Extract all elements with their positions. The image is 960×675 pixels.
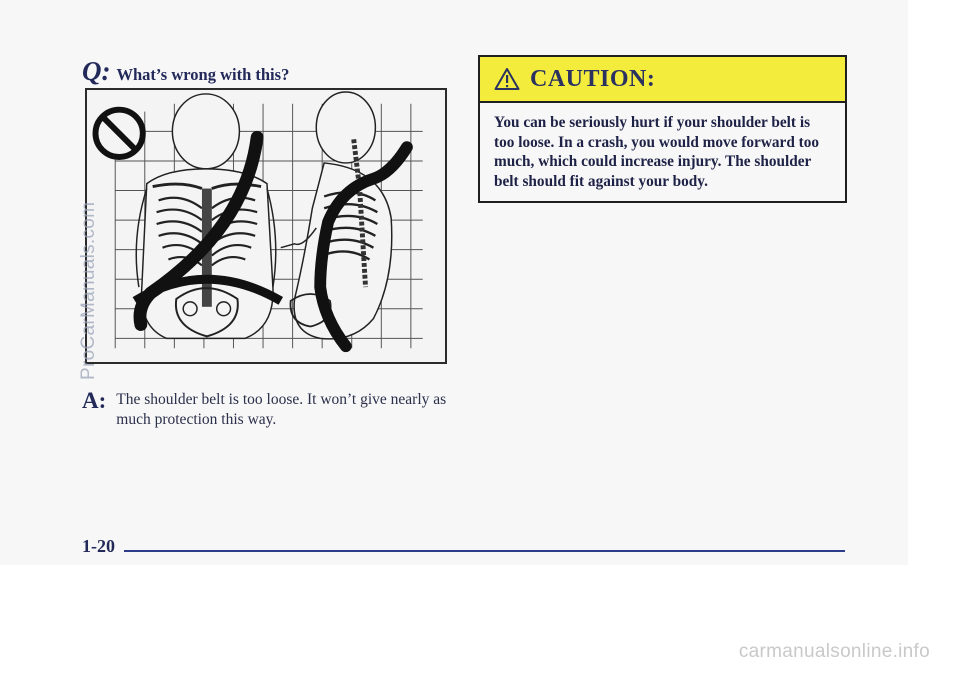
seatbelt-drawing (87, 90, 445, 362)
caution-body: You can be seriously hurt if your shoulder belt is too loose. In a crash, you would move forward too much, which could increase injury. The shoulder belt should fit against your body. (494, 114, 820, 190)
page-number: 1-20 (82, 536, 115, 556)
caution-box (478, 55, 847, 203)
prohibited-icon (96, 110, 143, 157)
seatbelt-illustration (85, 88, 447, 364)
caution-title: CAUTION: (530, 65, 656, 92)
answer-text: The shoulder belt is too loose. It won’t give nearly as much protection this way. (116, 391, 447, 428)
front-skeleton (136, 94, 276, 338)
question (82, 56, 289, 87)
side-watermark: ProCarManuals.com (78, 201, 99, 380)
warning-triangle-icon (494, 67, 520, 91)
question-mark: Q: (82, 56, 111, 86)
question-text: What’s wrong with this? (116, 65, 290, 84)
answer (82, 390, 456, 430)
caution-header (480, 57, 845, 103)
answer-mark: A: (82, 388, 107, 413)
footer-watermark: carmanualsonline.info (738, 641, 930, 662)
footer-rule (124, 550, 845, 552)
